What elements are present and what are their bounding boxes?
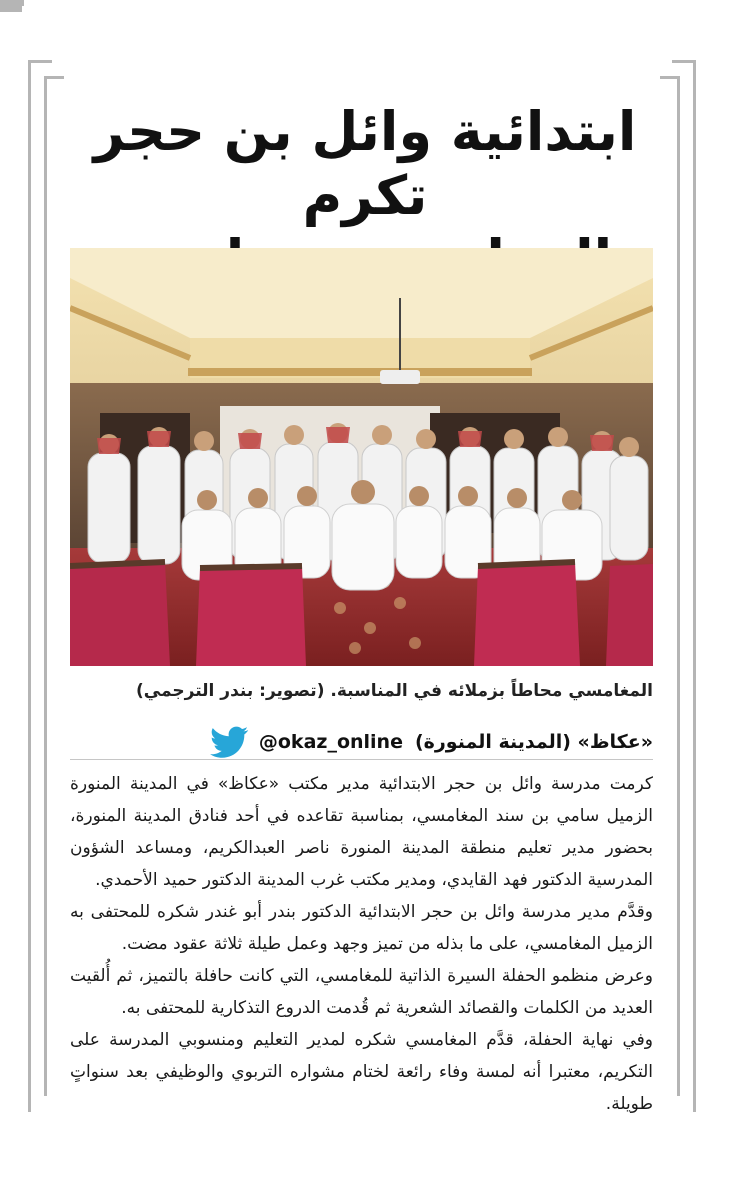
headline-line-1: ابتدائية وائل بن حجر تكرم xyxy=(93,100,637,227)
byline-divider xyxy=(70,759,653,760)
twitter-bird-icon xyxy=(209,726,249,758)
article-body xyxy=(70,768,653,1120)
group-photo xyxy=(70,248,653,666)
paragraph-2: وقدَّم مدير مدرسة وائل بن حجر الابتدائية الدكتور بندر أبو غندر شكره للمحتفى به الزميل المغامسي، على ما بذله من تميز وجهد وعمل طيلة ثلاثة عقود مضت. xyxy=(70,902,653,954)
photo-caption: المغامسي محاطاً بزملائه في المناسبة. (تصوير: بندر الترجمي) xyxy=(136,681,653,701)
paragraph-4: وفي نهاية الحفلة، قدَّم المغامسي شكره لمدير التعليم ومنسوبي المدرسة على التكريم، معتبرا أنه لمسة وفاء رائعة لختام مشواره التربوي والوظيفي بعد سنواتٍ طويلة. xyxy=(70,1030,653,1114)
twitter-handle[interactable]: @okaz_online xyxy=(258,731,403,753)
paragraph-3: وعرض منظمو الحفلة السيرة الذاتية للمغامسي، التي كانت حافلة بالتميز، ثم أُلقيت العديد من الكلمات والقصائد الشعرية ثم قُدمت الدروع التذكارية للمحتفى به. xyxy=(70,966,653,1018)
byline-source: «عكاظ» (المدينة المنورة) xyxy=(414,731,653,753)
paragraph-1: كرمت مدرسة وائل بن حجر الابتدائية مدير مكتب «عكاظ» في المدينة المنورة الزميل سامي بن سند المغامسي، بمناسبة تقاعده في أحد فنادق المدينة المنورة، بحضور مدير تعليم منطقة المدينة المنورة ناصر العبدالكريم، ومساعد الشؤون المدرسية الدكتور فهد القايدي، ومدير مكتب غرب المدينة الدكتور حميد الأحمدي. xyxy=(70,774,653,890)
inner-frame-bottom-right xyxy=(0,9,22,12)
byline xyxy=(70,724,653,760)
